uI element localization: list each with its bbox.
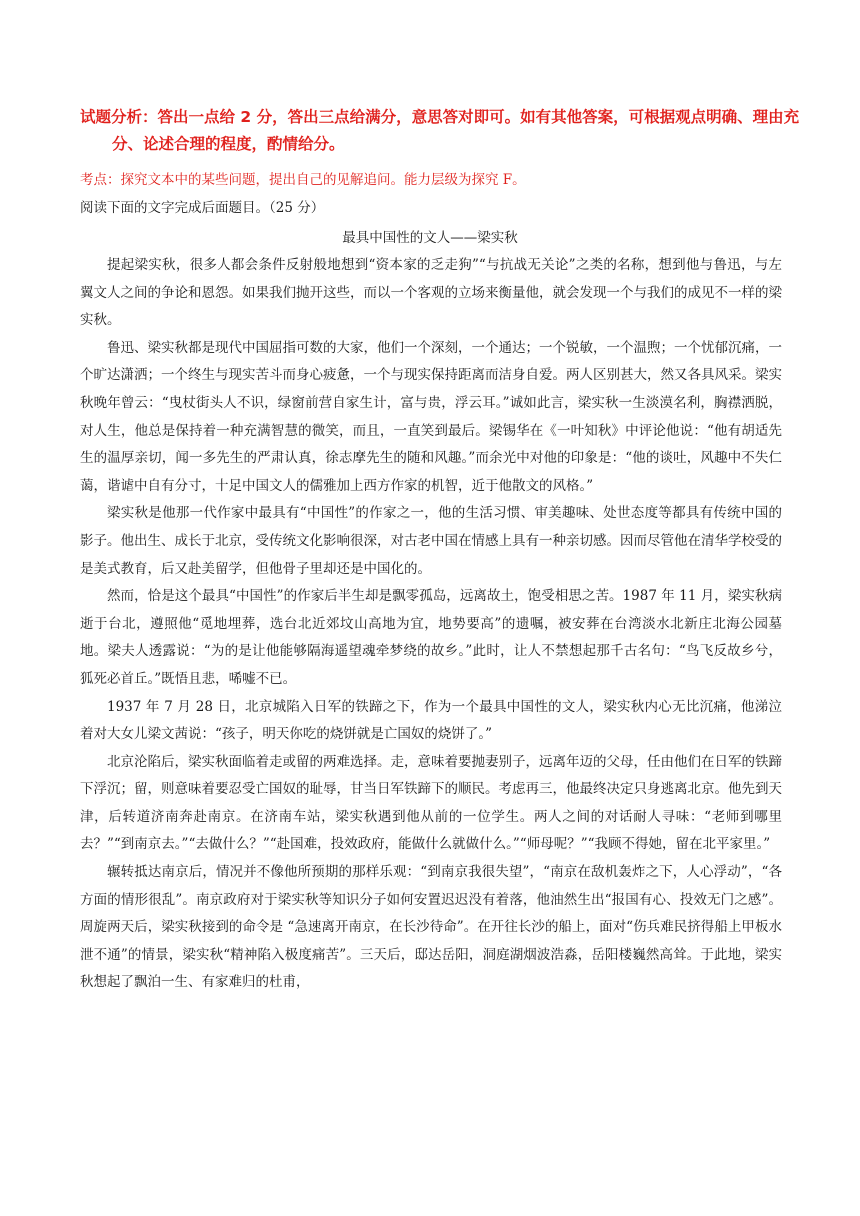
paragraph: 辗转抵达南京后，情况并不像他所预期的那样乐观：“到南京我很失望”，“南京在敌机轰炸之下，人心浮动”，“各方面的情形很乱”。南京政府对于梁实秋等知识分子如何安置迟迟没有着落，他油然生出“报国有心、投效无门之感”。周旋两天后，梁实秋接到的命令是 “急速离开南京，在长沙待命”。在开往长沙的船上，面对“伤兵难民挤得船上甲板水泄不通”的情景，梁实秋“精神陷入极度痛苦”。三天后，邸达岳阳，洞庭湖烟波浩淼，岳阳楼巍然高耸。于此地，梁实秋想起了飘泊一生、有家难归的杜甫， bbox=[80, 864, 782, 991]
reading-instruction: 阅读下面的文字完成后面题目。（25 分） bbox=[80, 200, 325, 216]
paragraph: 梁实秋是他那一代作家中最具有“中国性”的作家之一，他的生活习惯、审美趣味、处世态度等都具有传统中国的影子。他出生、成长于北京，受传统文化影响很深，对古老中国在情感上具有一种亲切感。因而尽管他在清华学校受的是美式教育，后又赴美留学，但他骨子里却还是中国化的。 bbox=[80, 505, 782, 577]
article-title: 最具中国性的文人——梁实秋 bbox=[342, 230, 518, 246]
test-point-note: 考点：探究文本中的某些问题，提出自己的见解追问。能力层级为探究 F。 bbox=[80, 172, 526, 188]
article-body bbox=[80, 252, 782, 997]
paragraph: 北京沦陷后，梁实秋面临着走或留的两难选择。走，意味着要抛妻别子，远离年迈的父母，任由他们在日军的铁蹄下浮沉；留，则意味着要忍受亡国奴的耻辱，甘当日军铁蹄下的顺民。考虑再三，他最终决定只身逃离北京。他先到天津，后转道济南奔赴南京。在济南车站，梁实秋遇到他从前的一位学生。两人之间的对话耐人寻味：“老师到哪里去？”“到南京去。”“去做什么？”“赴国难，投效政府，能做什么就做什么。”“师母呢？”“我顾不得她，留在北平家里。” bbox=[80, 753, 782, 853]
paragraph: 提起梁实秋，很多人都会条件反射般地想到“资本家的乏走狗”“与抗战无关论”之类的名称，想到他与鲁迅，与左翼文人之间的争论和恩怨。如果我们抛开这些，而以一个客观的立场来衡量他，就会发现一个与我们的成见不一样的梁实秋。 bbox=[80, 257, 782, 329]
paragraph: 然而，恰是这个最具“中国性”的作家后半生却是飘零孤岛，远离故土，饱受相思之苦。1987 年 11 月，梁实秋病逝于台北，遵照他“觅地埋葬，选台北近郊坟山高地为宜，地势要高”的遗嘱，被安葬在台湾淡水北新庄北海公园墓地。梁夫人透露说：“为的是让他能够隔海遥望魂牵梦绕的故乡。”此时，让人不禁想起那千古名句：“鸟飞反故乡兮，狐死必首丘。”既悟且悲，唏嘘不已。 bbox=[80, 588, 782, 687]
analysis-line-2: 分、论述合理的程度，酌情给分。 bbox=[112, 135, 345, 153]
analysis-note bbox=[80, 104, 800, 158]
paragraph: 1937 年 7 月 28 日，北京城陷入日军的铁蹄之下，作为一个最具中国性的文人，梁实秋内心无比沉痛，他涕泣着对大女儿梁文茜说：“孩子，明天你吃的烧饼就是亡国奴的烧饼了。” bbox=[80, 698, 782, 743]
analysis-line-1: 试题分析：答出一点给 2 分，答出三点给满分，意思答对即可。如有其他答案，可根据观点明确、理由充 bbox=[80, 108, 800, 126]
paragraph: 鲁迅、梁实秋都是现代中国屈指可数的大家，他们一个深刻，一个通达；一个锐敏，一个温煦；一个忧郁沉痛，一个旷达潇洒；一个终生与现实苦斗而身心疲惫，一个与现实保持距离而洁身自爱。两人区别甚大，然又各具风采。梁实秋晚年曾云：“曳杖街头人不识，绿窗前营自家生计，富与贵，浮云耳。”诚如此言，梁实秋一生淡漠名利，胸襟洒脱，对人生，他总是保持着一种充满智慧的微笑，而且，一直笑到最后。梁锡华在《一叶知秋》中评论他说：“他有胡适先生的温厚亲切，闻一多先生的严肃认真，徐志摩先生的随和风趣。”而余光中对他的印象是：“他的谈吐，风趣中不失仁蔼，谐谑中自有分寸，十足中国文人的儒雅加上西方作家的机智，近于他散文的风格。” bbox=[80, 339, 782, 494]
